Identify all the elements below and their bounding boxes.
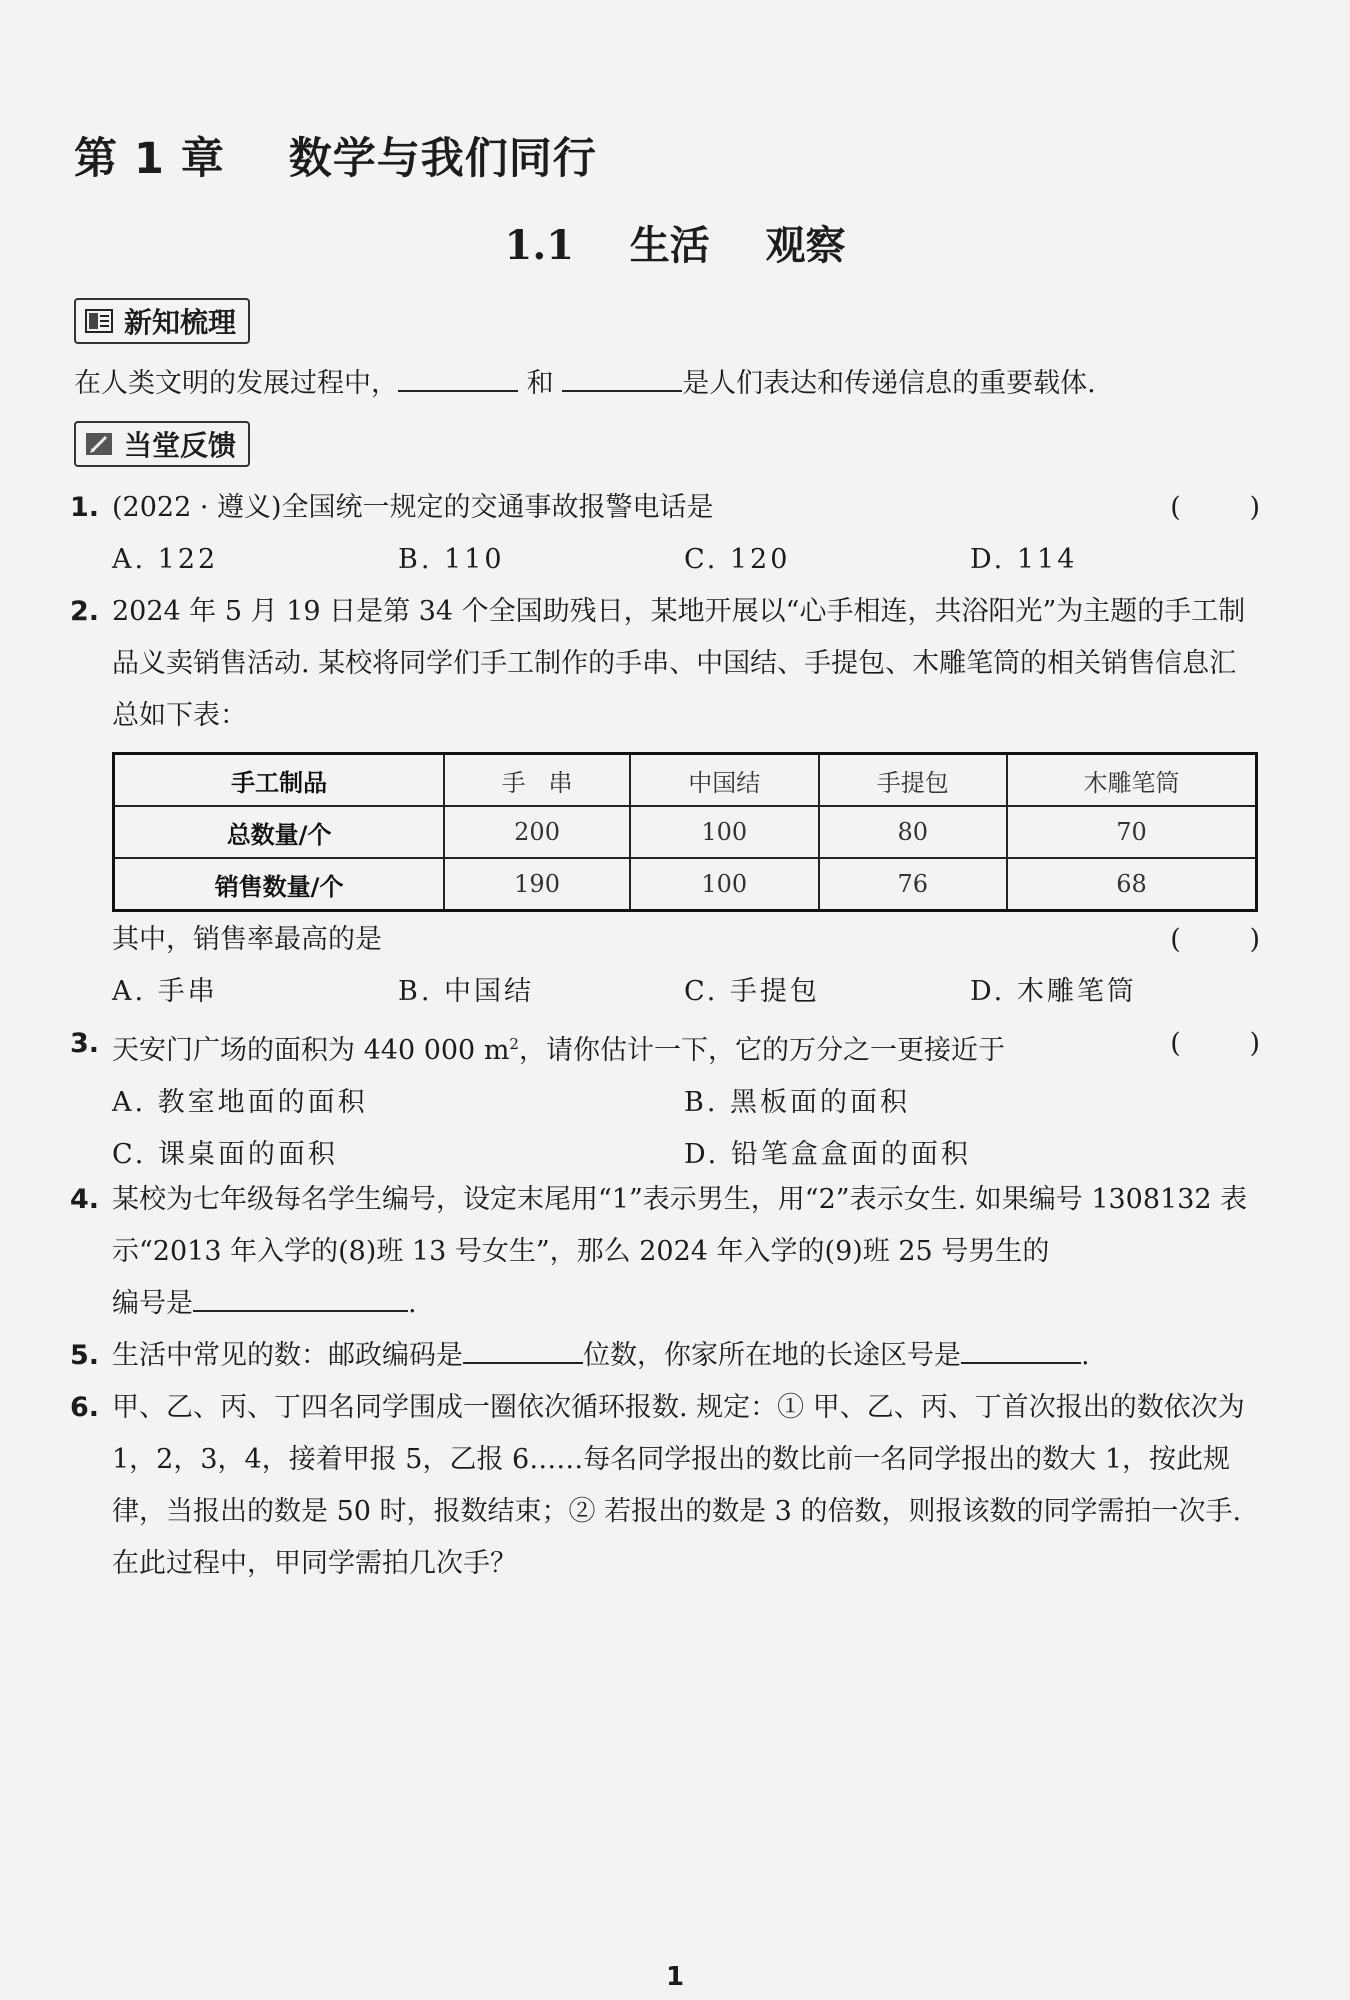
- option-a[interactable]: A. 教室地面的面积: [112, 1087, 368, 1118]
- table-cell: 总数量/个: [114, 806, 445, 858]
- fill-blank[interactable]: [961, 1334, 1081, 1364]
- option-a[interactable]: A. 122: [112, 544, 219, 575]
- option-d[interactable]: D. 木雕笔筒: [970, 976, 1137, 1007]
- option-c[interactable]: C. 课桌面的面积: [112, 1139, 338, 1170]
- feedback-label: 当堂反馈: [124, 429, 237, 462]
- table-header: 木雕笔筒: [1007, 754, 1256, 807]
- new-knowledge-label: 新知梳理: [124, 306, 237, 339]
- table-cell: 70: [1007, 806, 1256, 858]
- table-cell: 200: [444, 806, 630, 858]
- sales-table: [112, 752, 1258, 912]
- table-header: 手工制品: [114, 754, 445, 807]
- question-5: 5. 生活中常见的数：邮政编码是 位数，你家所在地的长途区号是 .: [70, 1330, 1260, 1382]
- question-4: 4. 某校为七年级每名学生编号，设定末尾用“1”表示男生，用“2”表示女生. 如果编号 1308132 表示“2013 年入学的(8)班 13 号女生”，那么 2024 年入学的(9)班 25 号男生的 编号是 .: [70, 1184, 1248, 1319]
- question-6: 6. 甲、乙、丙、丁四名同学围成一圈依次循环报数. 规定：① 甲、乙、丙、丁首次报出的数依次为 1，2，3，4，接着甲报 5，乙报 6……每名同学报出的数比前一名同学报出的数大 1，按此规律，当报出的数是 50 时，报数结束；② 若报出的数是 3 的倍数，则报该数的同学需拍一次手. 在此过程中，甲同学需拍几次手？: [70, 1392, 1245, 1579]
- options: [112, 534, 1260, 586]
- page-number: 1: [665, 1962, 685, 1992]
- fill-blank[interactable]: [463, 1334, 583, 1364]
- option-d[interactable]: D. 铅笔盒盒面的面积: [684, 1139, 971, 1170]
- section-title: 1.1 生活 观察: [504, 222, 846, 269]
- table-cell: 80: [819, 806, 1008, 858]
- options: [112, 966, 1260, 1018]
- new-knowledge-text: 在人类文明的发展过程中， 和 是人们表达和传递信息的重要载体.: [74, 362, 1096, 404]
- option-a[interactable]: A. 手串: [112, 976, 218, 1007]
- book-icon: [84, 307, 114, 335]
- answer-paren[interactable]: ( ): [1170, 924, 1260, 955]
- fill-blank[interactable]: [398, 362, 518, 392]
- answer-paren[interactable]: ( ): [1170, 492, 1260, 523]
- table-header: 中国结: [630, 754, 819, 807]
- answer-paren[interactable]: ( ): [1170, 1028, 1260, 1059]
- table-header-row: [114, 754, 1257, 807]
- table-cell: 100: [630, 806, 819, 858]
- option-d[interactable]: D. 114: [970, 544, 1078, 575]
- fill-blank[interactable]: [193, 1282, 408, 1312]
- table-cell: 68: [1007, 858, 1256, 911]
- options: [112, 1077, 1260, 1129]
- table-header: 手提包: [819, 754, 1008, 807]
- table-cell: 76: [819, 858, 1008, 911]
- option-c[interactable]: C. 手提包: [684, 976, 820, 1007]
- table-cell: 190: [444, 858, 630, 911]
- question-2: 2. 2024 年 5 月 19 日是第 34 个全国助残日，某地开展以“心手相连，共浴阳光”为主题的手工制品义卖销售活动. 某校将同学们手工制作的手串、中国结、手提包、木雕笔筒的相关销售信息汇总如下表：: [70, 596, 1246, 731]
- table-row: [114, 806, 1257, 858]
- question-3: 3. 天安门广场的面积为 440 000 $m^2$，请你估计一下，它的万分之一更接近于 ( ) A. 教室地面的面积 B. 黑板面的面积 C. 课桌面的面积 D. 铅笔盒盒面的面积: [70, 1018, 1260, 1181]
- table-cell: 100: [630, 858, 819, 911]
- fill-blank[interactable]: [562, 362, 682, 392]
- option-b[interactable]: B. 中国结: [398, 976, 535, 1007]
- option-b[interactable]: B. 110: [398, 544, 505, 575]
- feedback-badge: [74, 421, 250, 467]
- chapter-title: 第 1 章 数学与我们同行: [74, 134, 597, 184]
- table-header: 手 串: [444, 754, 630, 807]
- pencil-icon: [84, 430, 114, 458]
- table-row: [114, 858, 1257, 911]
- question-2-followup: 其中，销售率最高的是 ( ) A. 手串 B. 中国结 C. 手提包 D. 木雕笔筒: [70, 914, 1260, 1018]
- table-cell: 销售数量/个: [114, 858, 445, 911]
- option-b[interactable]: B. 黑板面的面积: [684, 1087, 911, 1118]
- question-1: 1. (2022 · 遵义)全国统一规定的交通事故报警电话是 ( ) A. 122 B. 110 C. 120 D. 114: [70, 482, 1260, 586]
- new-knowledge-badge: [74, 298, 250, 344]
- option-c[interactable]: C. 120: [684, 544, 791, 575]
